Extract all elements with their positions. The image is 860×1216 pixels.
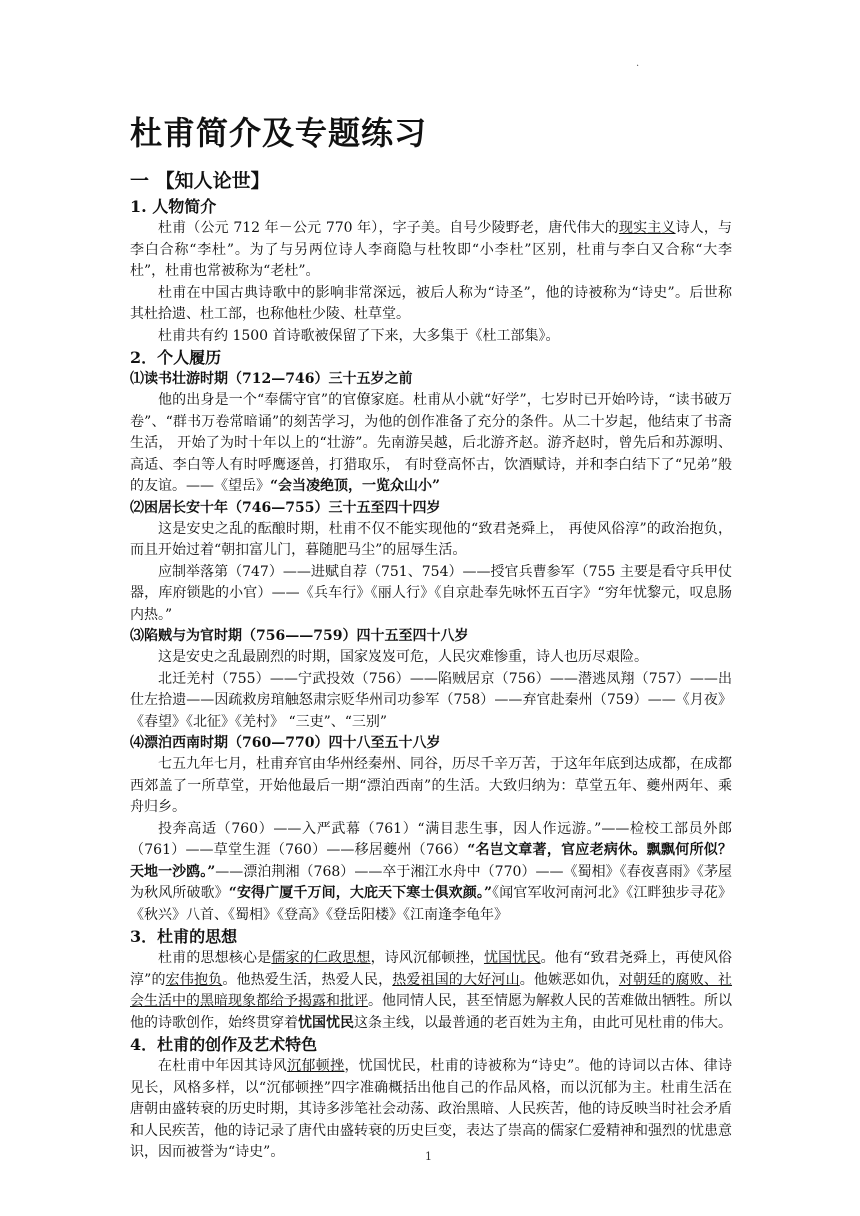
- subsection-heading: 3．杜甫的思想: [130, 927, 238, 946]
- corner-mark: .: [636, 58, 640, 69]
- paragraph: 北迁羌村（755）——宁武投效（756）——陷贼居京（756）——潜逃凤翔（757）——出仕左拾遗——因疏救房琯触怒肃宗贬华州司功参军（758）——弃官赴秦州（759）——《月夜》《春望》《北征》《羌村》 “三吏”、“三别”: [130, 670, 732, 730]
- paragraph: 他的出身是一个“奉儒守官”的官僚家庭。杜甫从小就“好学”，七岁时已开始吟诗，“读书破万卷”、“群书万卷常暗诵”的刻苦学习，为他的创作准备了充分的条件。从二十岁起，他结束了书斋生活， 开始了为时十年以上的“壮游”。先南游吴越，后北游齐赵。游齐赵时，曾先后和苏源明、高适、李白等人有时呼鹰逐兽，打猎取乐， 有时登高怀古，饮酒赋诗，并和李白结下了“兄弟”般的友谊。——《望岳》“会当凌绝顶，一览众山小”: [130, 392, 732, 494]
- period-heading: ⑶陷贼与为官时期（756——759）四十五至四十八岁: [130, 628, 469, 644]
- paragraph: 应制举落第（747）——进赋自荐（751、754）——授官兵曹参军（755 主要是看守兵甲仗器，库府锁匙的小官）——《兵车行》《丽人行》《自京赴奉先咏怀五百字》“穷年忧黎元，叹息肠内热。”: [130, 563, 732, 623]
- subsection-heading: 4．杜甫的创作及艺术特色: [130, 1035, 318, 1054]
- paragraph: 杜甫共有约 1500 首诗歌被保留了下来，大多集于《杜工部集》。: [158, 327, 560, 344]
- paragraph: 杜甫（公元 712 年－公元 770 年），字子美。自号少陵野老，唐代伟大的现实主义诗人，与李白合称“李杜”。为了与另两位诗人李商隐与杜牧即“小李杜”区别，杜甫与李白又合称“大李杜”，杜甫也常被称为“老杜”。: [130, 220, 733, 279]
- subsection-heading: 1. 人物简介: [130, 197, 217, 216]
- paragraph: 这是安史之乱的酝酿时期，杜甫不仅不能实现他的“致君尧舜上， 再使风俗淳”的政治抱负，而且开始过着“朝扣富儿门，暮随肥马尘”的屈辱生活。: [130, 520, 732, 558]
- paragraph: 杜甫在中国古典诗歌中的影响非常深远，被后人称为“诗圣”，他的诗被称为“诗史”。后世称其杜拾遗、杜工部，也称他杜少陵、杜草堂。: [130, 284, 732, 322]
- period-heading: ⑵困居长安十年（746—755）三十五至四十四岁: [130, 499, 441, 516]
- paragraph: 投奔高适（760）——入严武幕（761）“满目悲生事，因人作远游。”——检校工部员外郎（761）——草堂生涯（760）——移居夔州（766）“名岂文章著，官应老病休。飘飘何所似？天地一沙鸥。”——漂泊荆湘（768）——卒于湘江水舟中（770）——《蜀相》《春夜喜雨》《茅屋为秋风所破歌》“安得广厦千万间，大庇天下寒士俱欢颜。”《闻官军收河南河北》《江畔独步寻花》《秋兴》八首、《蜀相》《登高》《登岳阳楼》《江南逢李龟年》: [130, 820, 732, 923]
- section-heading: 一 【知人论世】: [130, 170, 270, 192]
- paragraph: 杜甫的思想核心是儒家的仁政思想，诗风沉郁顿挫，忧国忧民。他有“致君尧舜上，再使风俗淳”的宏伟抱负。他热爱生活，热爱人民，热爱祖国的大好河山。他嫉恶如仇，对朝廷的腐败、社会生活中的黑暗现象都给予揭露和批评。他同情人民，甚至情愿为解救人民的苦难做出牺牲。所以他的诗歌创作，始终贯穿着忧国忧民这条主线，以最普通的老百姓为主角，由此可见杜甫的伟大。: [130, 950, 733, 1031]
- paragraph: 这是安史之乱最剧烈的时期，国家岌岌可危，人民灾难惨重，诗人也历尽艰险。: [158, 649, 648, 665]
- page-number: 1: [425, 1150, 432, 1163]
- document-body: [130, 168, 732, 1164]
- period-heading: ⑷漂泊西南时期（760—770）四十八至五十八岁: [130, 735, 441, 751]
- period-heading: ⑴读书壮游时期（712—746）三十五岁之前: [130, 371, 413, 387]
- paragraph: 在杜甫中年因其诗风沉郁顿挫，忧国忧民，杜甫的诗被称为“诗史”。他的诗词以古体、律诗见长，风格多样，以“沉郁顿挫”四字准确概括出他自己的作品风格，而以沉郁为主。杜甫生活在唐朝由盛转衰的历史时期，其诗多涉笔社会动荡、政治黑暗、人民疾苦，他的诗反映当时社会矛盾和人民疾苦，他的诗记录了唐代由盛转衰的历史巨变，表达了崇高的儒家仁爱精神和强烈的忧患意识，因而被誉为“诗史”。: [130, 1058, 732, 1160]
- paragraph: 七五九年七月，杜甫弃官由华州经秦州、同谷，历尽千辛万苦，于这年年底到达成都，在成都西郊盖了一所草堂，开始他最后一期“漂泊西南”的生活。大致归纳为：草堂五年、夔州两年、乘舟归乡。: [130, 756, 732, 815]
- subsection-heading: 2．个人履历: [130, 348, 222, 367]
- page-title: 杜甫简介及专题练习: [130, 114, 428, 152]
